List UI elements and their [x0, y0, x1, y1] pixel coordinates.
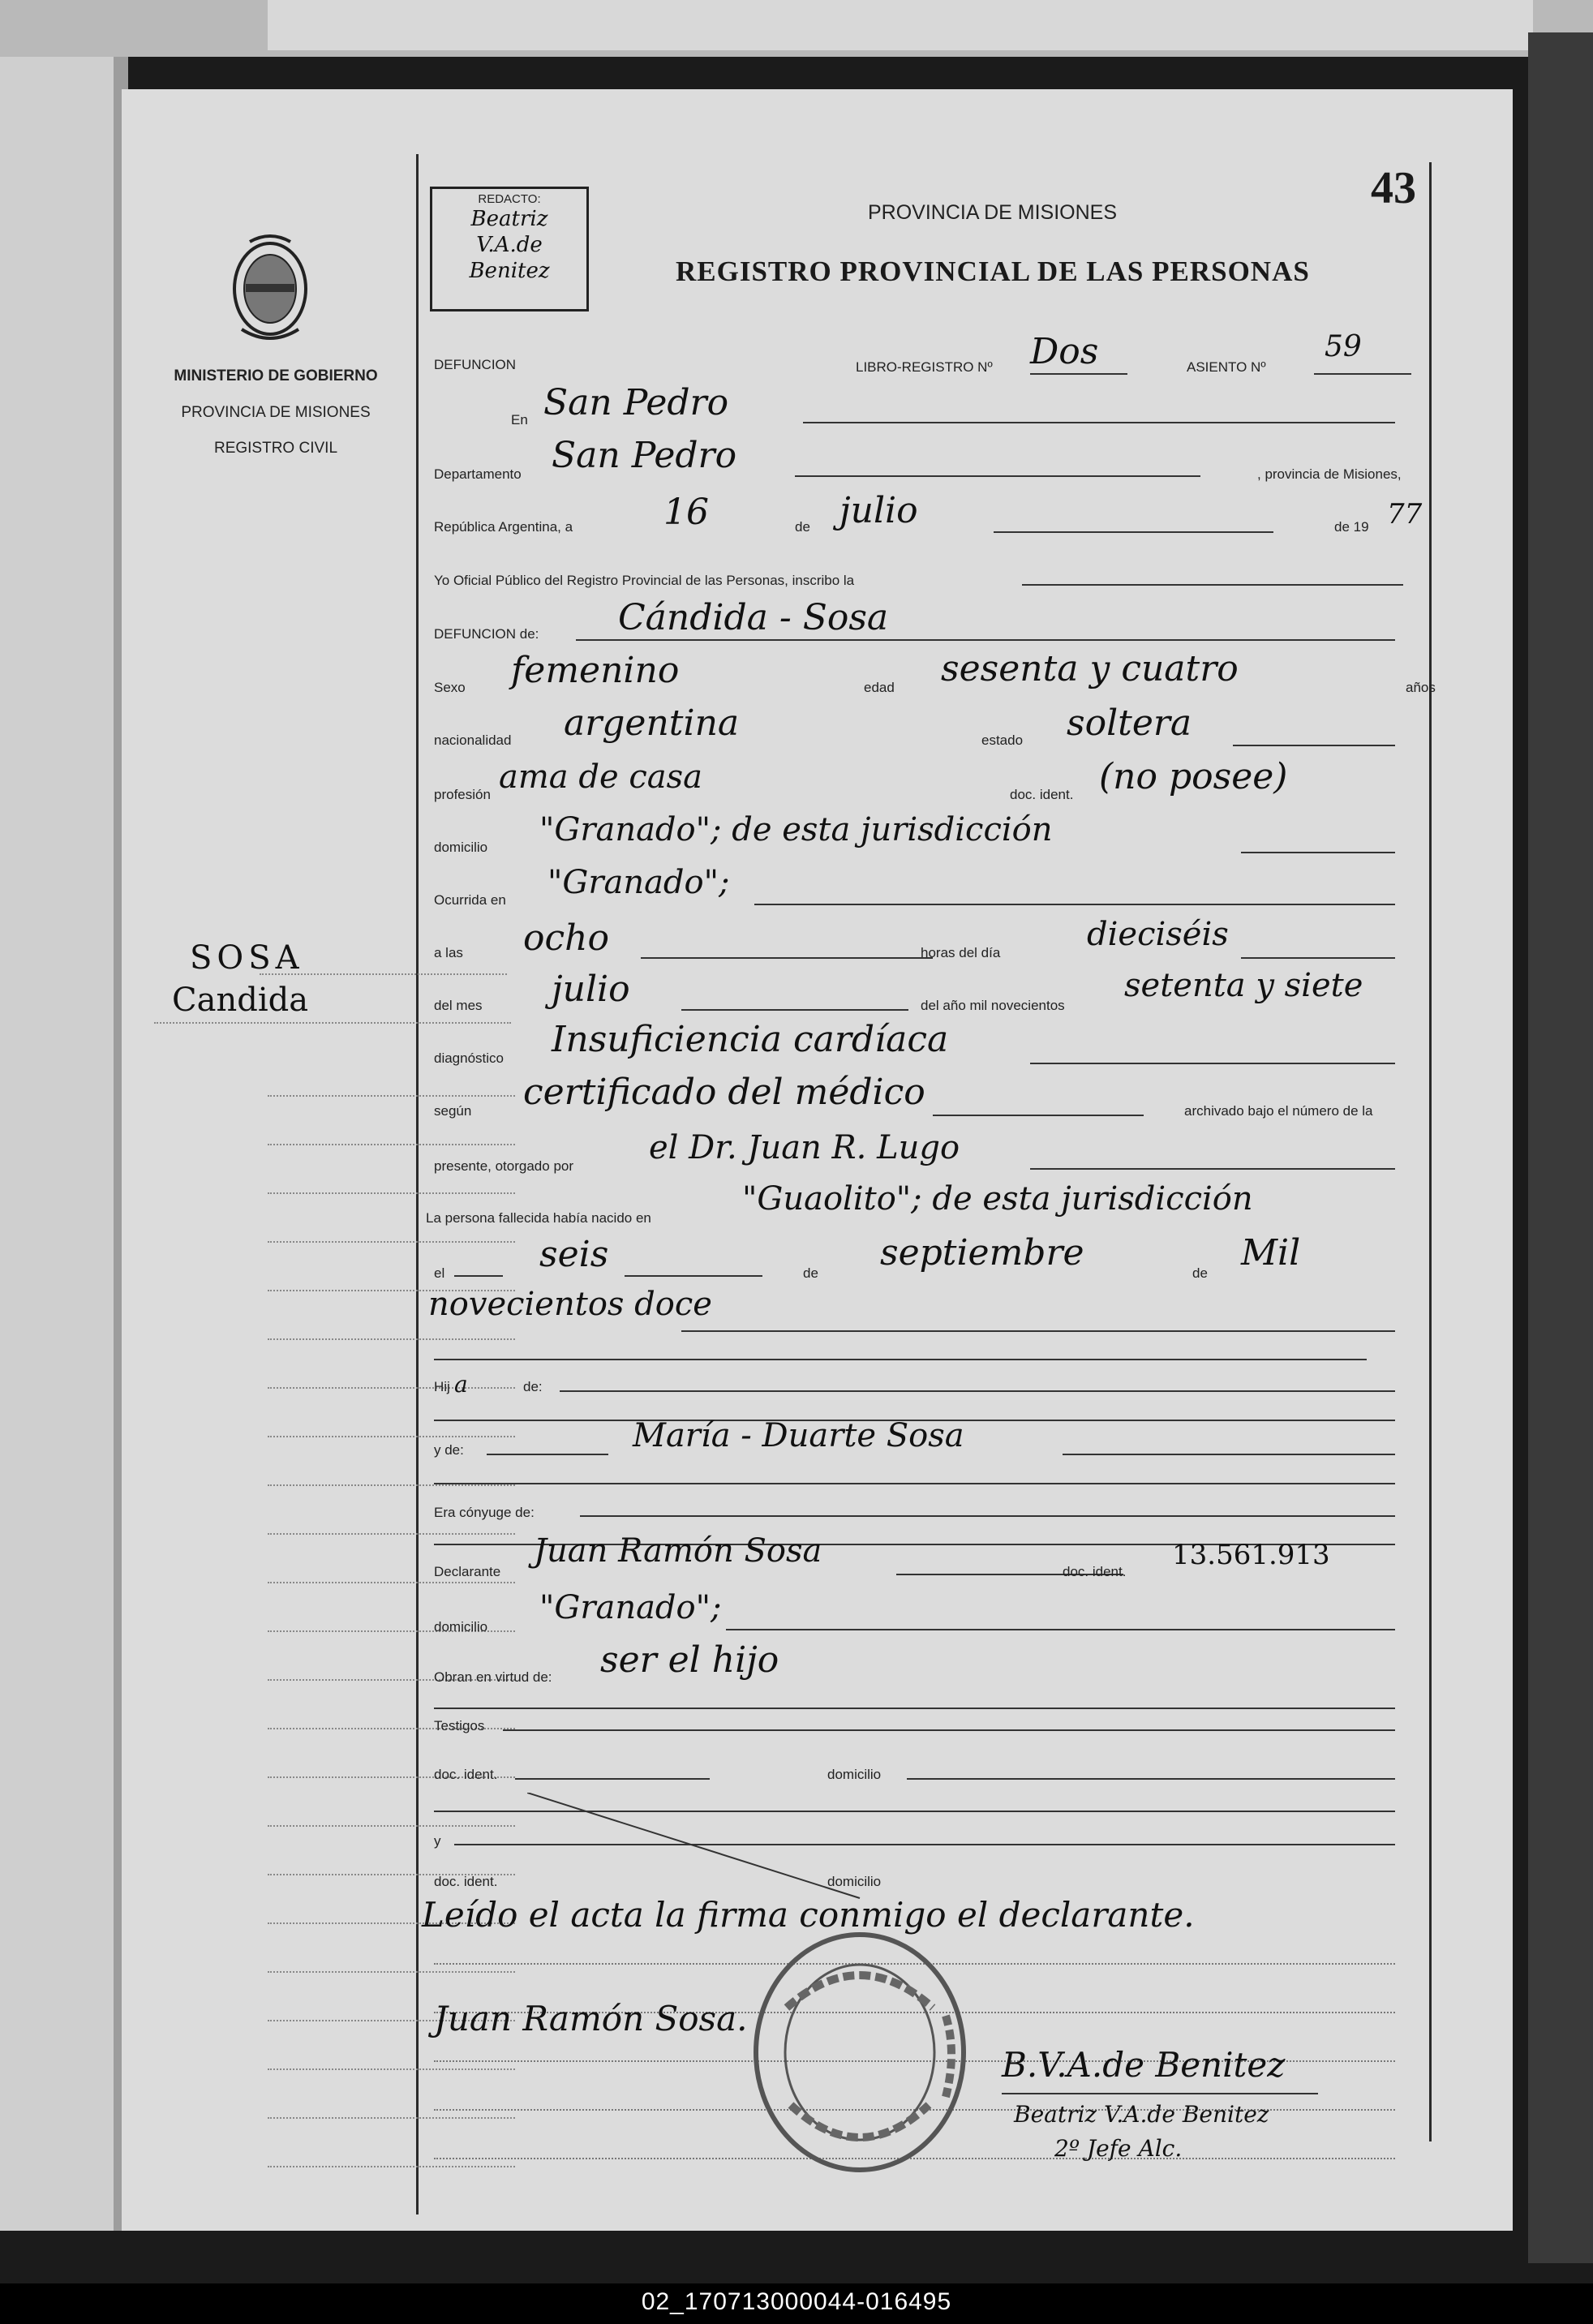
label-defuncion-de: DEFUNCION de:	[434, 626, 539, 642]
rule-y-de-b	[1063, 1454, 1395, 1455]
value-diagnostico: Insuficiencia cardíaca	[552, 1019, 949, 1060]
label-declarante: Declarante	[434, 1564, 501, 1579]
rule-extra-1	[434, 1359, 1367, 1360]
label-testigos-doc: doc. ident.	[434, 1767, 498, 1782]
label-domicilio: domicilio	[434, 840, 488, 855]
redacto-label: REDACTO:	[478, 192, 541, 206]
page-number: 43	[1371, 163, 1416, 213]
rule-mes	[994, 531, 1273, 533]
rule-testigos	[503, 1729, 1395, 1731]
label-republica: República Argentina, a	[434, 519, 573, 535]
label-testigos-domicilio-2: domicilio	[827, 1874, 882, 1889]
value-nacionalidad: argentina	[564, 702, 740, 744]
rule-testigos-domicilio	[907, 1778, 1395, 1780]
left-facing-page	[0, 57, 122, 2231]
value-el-dia: seis	[539, 1234, 609, 1275]
label-horas-dia: horas del día	[921, 945, 1001, 960]
label-defuncion: DEFUNCION	[434, 357, 517, 372]
value-presente: el Dr. Juan R. Lugo	[649, 1129, 960, 1166]
rule-ano-2	[681, 1330, 1395, 1332]
label-testigos: Testigos	[434, 1718, 485, 1733]
header-province: PROVINCIA DE MISIONES	[868, 201, 1118, 224]
label-profesion: profesión	[434, 787, 491, 802]
margin-border-line	[416, 154, 419, 2214]
label-ocurrida: Ocurrida en	[434, 892, 506, 908]
rule-yo-oficial	[1022, 584, 1403, 586]
cancel-stroke	[527, 1793, 868, 1906]
rule-diagnostico	[1030, 1063, 1395, 1064]
signature-rule	[1002, 2093, 1318, 2094]
label-y: y	[434, 1833, 441, 1849]
value-el-ano-2: novecientos doce	[428, 1286, 712, 1323]
signer-title: 2º Jefe Alc.	[1054, 2135, 1183, 2162]
value-sexo: femenino	[511, 650, 680, 691]
label-el-de-2: de	[1192, 1265, 1208, 1281]
rule-asiento	[1314, 373, 1411, 375]
rule-estado	[1233, 745, 1395, 746]
label-persona-nacido: La persona fallecida había nacido en	[426, 1210, 651, 1226]
rule-libro	[1030, 373, 1127, 375]
label-departamento: Departamento	[434, 466, 522, 482]
label-del-ano: del año mil novecientos	[921, 998, 1065, 1013]
rule-nombre	[576, 639, 1395, 641]
redacto-line-3: Benitez	[469, 259, 550, 283]
footer-id: 02_170713000044-016495	[641, 2288, 952, 2315]
book-right-edge	[1528, 32, 1593, 2263]
label-segun: según	[434, 1103, 472, 1119]
value-segun: certificado del médico	[523, 1072, 925, 1113]
label-conyuge: Era cónyuge de:	[434, 1505, 535, 1520]
redacto-box	[430, 187, 589, 311]
margin-note-name: Candida	[172, 982, 309, 1019]
label-edad: edad	[864, 680, 895, 695]
label-y-de: y de:	[434, 1442, 464, 1458]
official-stamp	[746, 1927, 973, 2178]
value-ano-texto: setenta y siete	[1124, 967, 1363, 1004]
label-hij: Hij	[434, 1379, 450, 1394]
value-el-mes: septiembre	[880, 1232, 1084, 1274]
rule-en	[803, 422, 1395, 423]
label-sexo: Sexo	[434, 680, 466, 695]
ministry-province: PROVINCIA DE MISIONES	[181, 404, 371, 421]
rule-el-dia	[625, 1275, 762, 1277]
value-declarante-domicilio: "Granado";	[539, 1589, 722, 1626]
rule-declarante-domicilio	[726, 1629, 1395, 1630]
rule-ocurrida	[754, 904, 1395, 905]
signer-name: Beatriz V.A.de Benitez	[1014, 2101, 1269, 2128]
coat-of-arms-emblem	[225, 234, 315, 347]
label-declarante-doc: doc. ident.	[1063, 1564, 1127, 1579]
label-de: de	[795, 519, 810, 535]
rule-y-de-a	[487, 1454, 608, 1455]
label-declarante-domicilio: domicilio	[434, 1619, 488, 1635]
value-profesion: ama de casa	[499, 758, 702, 796]
value-dia-texto: dieciséis	[1087, 916, 1229, 953]
value-y-de: María - Duarte Sosa	[633, 1417, 964, 1454]
rule-segun	[933, 1115, 1144, 1116]
label-hij-de: de:	[523, 1379, 543, 1394]
label-yo-oficial: Yo Oficial Público del Registro Provincial de las Personas, inscribo la	[434, 573, 855, 588]
label-doc-ident: doc. ident.	[1010, 787, 1074, 802]
label-del-mes: del mes	[434, 998, 483, 1013]
value-ocurrida: "Granado";	[547, 864, 730, 901]
value-hij-suffix: a	[454, 1371, 468, 1398]
label-libro: LIBRO-REGISTRO Nº	[856, 359, 993, 375]
label-archivado: archivado bajo el número de la	[1184, 1103, 1373, 1119]
label-en: En	[511, 412, 528, 427]
value-domicilio: "Granado"; de esta jurisdicción	[539, 811, 1053, 848]
book-top-pages	[268, 0, 1533, 50]
value-nacido-en: "Guaolito"; de esta jurisdicción	[742, 1180, 1253, 1218]
rule-testigos-doc	[515, 1778, 710, 1780]
value-dia: 16	[663, 492, 709, 533]
label-estado: estado	[981, 732, 1024, 748]
value-declarante: Juan Ramón Sosa	[534, 1532, 822, 1570]
label-de-19: de 19	[1334, 519, 1369, 535]
rule-mes-texto	[681, 1009, 908, 1011]
value-en: San Pedro	[543, 382, 729, 423]
right-border-line	[1429, 162, 1432, 2141]
value-doc-ident: (no posee)	[1099, 756, 1288, 797]
declarant-signature: Juan Ramón Sosa.	[434, 1999, 748, 2038]
rule-departamento	[795, 475, 1200, 477]
label-el-de-1: de	[803, 1265, 818, 1281]
label-testigos-domicilio: domicilio	[827, 1767, 882, 1782]
rule-conyuge	[580, 1515, 1395, 1517]
label-a-las: a las	[434, 945, 463, 960]
rule-domicilio	[1241, 852, 1395, 853]
label-obran: Obran en virtud de:	[434, 1669, 552, 1685]
rule-presente	[1030, 1168, 1395, 1170]
value-asiento: 59	[1325, 330, 1362, 363]
label-anos: años	[1406, 680, 1436, 695]
closing-statement: Leído el acta la firma conmigo el declarante.	[422, 1895, 1195, 1935]
rule-extra-5	[434, 1708, 1395, 1709]
value-edad: sesenta y cuatro	[941, 648, 1239, 689]
label-el: el	[434, 1265, 445, 1281]
margin-note-surname: SOSA	[190, 939, 304, 977]
rule-dia-texto	[1241, 957, 1395, 959]
redacto-line-1: Beatriz	[470, 207, 548, 231]
ministry-registry: REGISTRO CIVIL	[213, 440, 338, 457]
label-asiento: ASIENTO Nº	[1187, 359, 1266, 375]
official-signature: B.V.A.de Benitez	[1002, 2045, 1286, 2085]
value-mes-texto: julio	[552, 969, 630, 1010]
rule-el	[454, 1275, 503, 1277]
rule-extra-3	[434, 1483, 1395, 1484]
value-hora: ocho	[523, 917, 609, 959]
value-nombre: Cándida - Sosa	[618, 597, 889, 638]
value-departamento: San Pedro	[552, 435, 737, 476]
label-provincia-misiones: , provincia de Misiones,	[1257, 466, 1402, 482]
value-el-ano: Mil	[1241, 1232, 1301, 1274]
label-presente: presente, otorgado por	[434, 1158, 574, 1174]
header-registry: REGISTRO PROVINCIAL DE LAS PERSONAS	[676, 256, 1310, 287]
redacto-line-2: V.A.de	[476, 233, 543, 257]
label-diagnostico: diagnóstico	[434, 1050, 505, 1066]
certificate-page	[122, 89, 1513, 2231]
value-ano: 77	[1387, 498, 1423, 531]
rule-hij	[560, 1390, 1395, 1392]
value-libro: Dos	[1030, 331, 1099, 372]
rule-hora	[641, 957, 933, 959]
value-mes: julio	[839, 490, 918, 531]
label-testigos-doc-2: doc. ident.	[434, 1874, 498, 1889]
label-nacionalidad: nacionalidad	[434, 732, 512, 748]
value-obran: ser el hijo	[600, 1639, 779, 1681]
value-declarante-doc: 13.561.913	[1172, 1539, 1330, 1571]
ministry-title: MINISTERIO DE GOBIERNO	[174, 367, 378, 384]
value-estado: soltera	[1067, 702, 1192, 744]
